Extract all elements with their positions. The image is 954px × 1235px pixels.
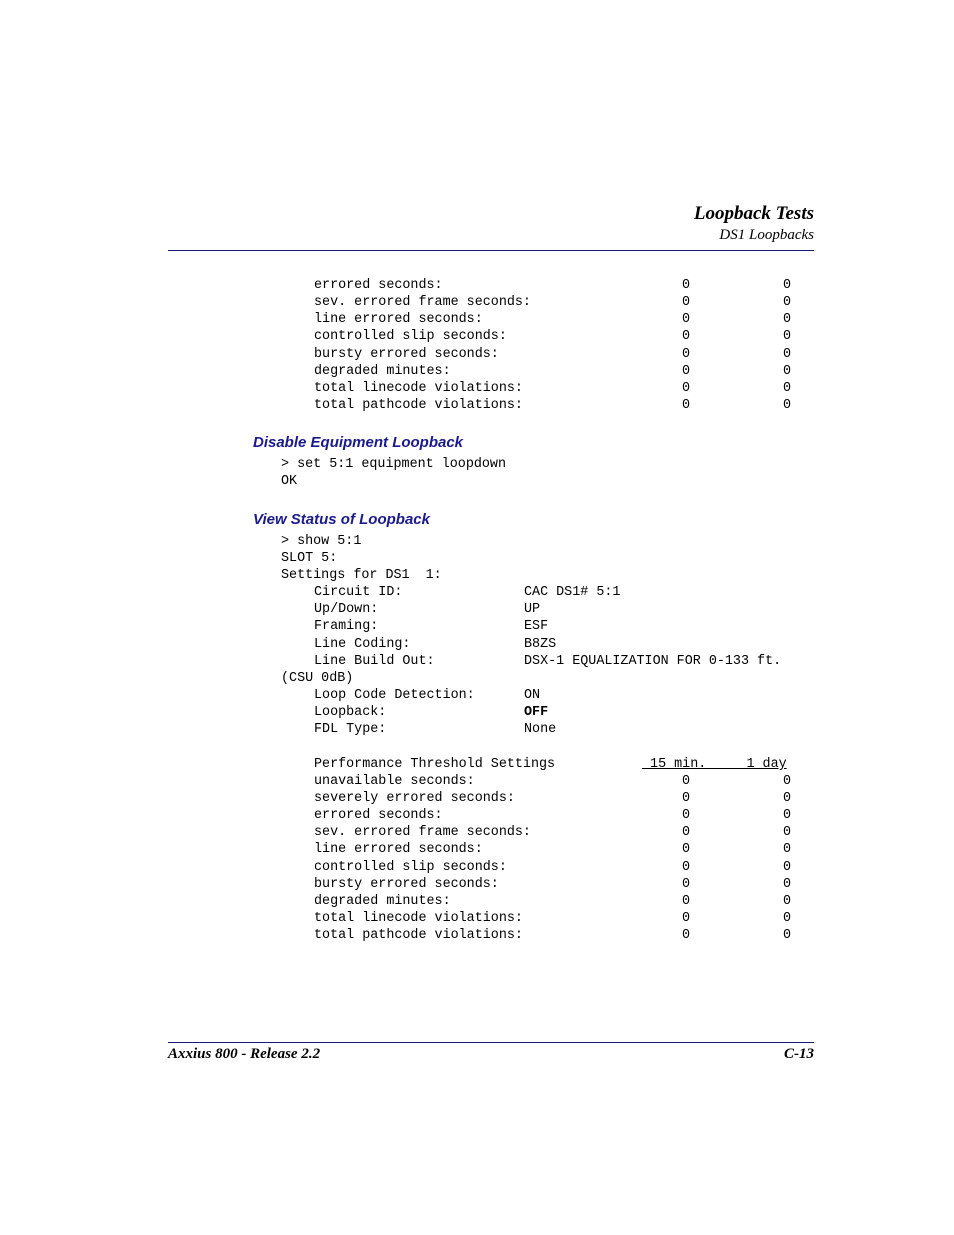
header-rule	[168, 250, 814, 251]
table-row-15min: 0	[681, 842, 690, 857]
table-row-1day: 0	[782, 347, 791, 362]
table-row-15min: 0	[681, 860, 690, 875]
setting-value-loopback: OFF	[524, 705, 549, 720]
setting-label: FDL Type:	[314, 722, 387, 737]
setting-label: Framing:	[314, 619, 379, 634]
footer-product: Axxius 800 - Release 2.2	[168, 1046, 321, 1062]
table-row-label: controlled slip seconds:	[314, 860, 507, 875]
table-row-1day: 0	[782, 295, 791, 310]
table-row-1day: 0	[782, 398, 791, 413]
table-row-label: degraded minutes:	[314, 364, 451, 379]
table-row-1day: 0	[782, 329, 791, 344]
table-row-15min: 0	[681, 774, 690, 789]
table-row-1day: 0	[782, 791, 791, 806]
setting-value: DSX-1 EQUALIZATION FOR 0-133 ft.	[524, 654, 782, 669]
table-row-15min: 0	[681, 928, 690, 943]
setting-label: Circuit ID:	[314, 585, 403, 600]
setting-value-wrap: (CSU 0dB)	[281, 671, 354, 686]
perf-header-label: Performance Threshold Settings	[314, 757, 556, 772]
setting-label: Loopback:	[314, 705, 387, 720]
table-row-1day: 0	[782, 825, 791, 840]
table-row-1day: 0	[782, 364, 791, 379]
table-row-1day: 0	[782, 381, 791, 396]
table-row-label: errored seconds:	[314, 278, 443, 293]
table-row-15min: 0	[681, 347, 690, 362]
command-line: > set 5:1 equipment loopdown	[281, 457, 506, 472]
setting-value: B8ZS	[524, 637, 557, 652]
setting-label: Loop Code Detection:	[314, 688, 475, 703]
table-row-label: controlled slip seconds:	[314, 329, 507, 344]
table-row-label: bursty errored seconds:	[314, 347, 499, 362]
table-row-label: bursty errored seconds:	[314, 877, 499, 892]
setting-value: None	[524, 722, 557, 737]
table-row-15min: 0	[681, 398, 690, 413]
table-row-label: sev. errored frame seconds:	[314, 295, 531, 310]
setting-label: Up/Down:	[314, 602, 379, 617]
section-heading-view-status: View Status of Loopback	[253, 511, 430, 528]
table-row-1day: 0	[782, 842, 791, 857]
footer-rule	[168, 1042, 814, 1043]
command-line: > show 5:1	[281, 534, 362, 549]
table-row-label: total pathcode violations:	[314, 928, 523, 943]
table-row-label: total pathcode violations:	[314, 398, 523, 413]
table-row-15min: 0	[681, 278, 690, 293]
setting-label: Line Build Out:	[314, 654, 435, 669]
table-row-1day: 0	[782, 860, 791, 875]
table-row-15min: 0	[681, 329, 690, 344]
table-row-15min: 0	[681, 791, 690, 806]
table-row-1day: 0	[782, 928, 791, 943]
output-slot: SLOT 5:	[281, 551, 338, 566]
table-row-1day: 0	[782, 278, 791, 293]
setting-label: Line Coding:	[314, 637, 411, 652]
command-output: OK	[281, 474, 298, 489]
table-row-label: severely errored seconds:	[314, 791, 515, 806]
table-row-1day: 0	[782, 808, 791, 823]
table-row-1day: 0	[782, 911, 791, 926]
table-row-15min: 0	[681, 877, 690, 892]
table-row-15min: 0	[681, 312, 690, 327]
table-row-15min: 0	[681, 364, 690, 379]
table-row-15min: 0	[681, 381, 690, 396]
table-row-15min: 0	[681, 825, 690, 840]
setting-value: ON	[524, 688, 541, 703]
table-row-label: total linecode violations:	[314, 911, 523, 926]
page-header-subtitle: DS1 Loopbacks	[719, 227, 814, 243]
table-row-1day: 0	[782, 877, 791, 892]
table-row-15min: 0	[681, 295, 690, 310]
table-row-15min: 0	[681, 911, 690, 926]
table-row-label: total linecode violations:	[314, 381, 523, 396]
section-heading-disable-loopback: Disable Equipment Loopback	[253, 434, 464, 451]
perf-header-columns: 15 min. 1 day	[642, 757, 787, 772]
output-settings-heading: Settings for DS1 1:	[281, 568, 442, 583]
footer-page-number: C-13	[784, 1046, 814, 1062]
table-row-15min: 0	[681, 808, 690, 823]
page-header-title: Loopback Tests	[693, 203, 814, 224]
table-row-label: errored seconds:	[314, 808, 443, 823]
table-row-label: sev. errored frame seconds:	[314, 825, 531, 840]
table-row-label: unavailable seconds:	[314, 774, 475, 789]
setting-value: UP	[524, 602, 541, 617]
table-row-1day: 0	[782, 894, 791, 909]
table-row-1day: 0	[782, 312, 791, 327]
table-row-label: line errored seconds:	[314, 842, 483, 857]
setting-value: CAC DS1# 5:1	[524, 585, 621, 600]
table-row-label: degraded minutes:	[314, 894, 451, 909]
setting-value: ESF	[524, 619, 549, 634]
table-row-label: line errored seconds:	[314, 312, 483, 327]
table-row-1day: 0	[782, 774, 791, 789]
table-row-15min: 0	[681, 894, 690, 909]
